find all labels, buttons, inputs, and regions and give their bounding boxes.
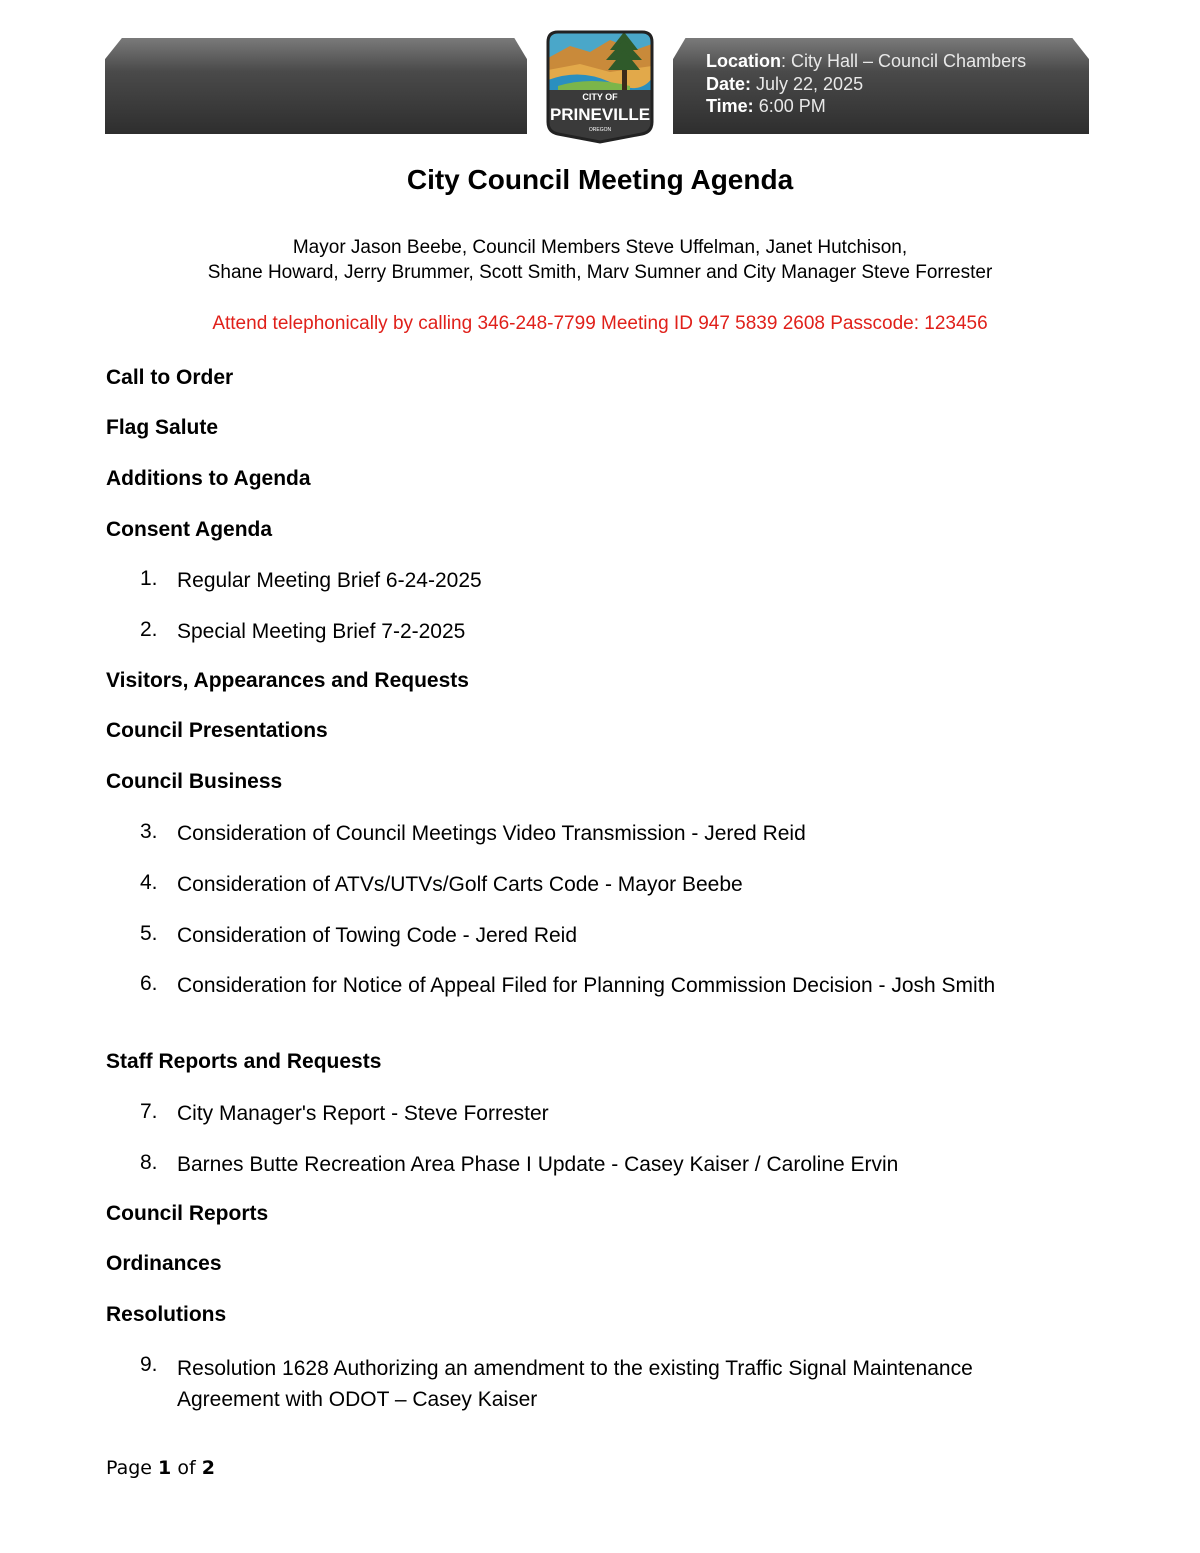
item-number: 9. [140, 1353, 158, 1376]
item-number: 3. [140, 820, 158, 843]
item-text: Consideration of ATVs/UTVs/Golf Carts Code - Mayor Beebe [177, 873, 743, 896]
item-number: 5. [140, 922, 158, 945]
date-label: Date: [706, 74, 752, 94]
item-text: Consideration of Council Meetings Video Transmission - Jered Reid [177, 822, 806, 845]
item-number: 2. [140, 618, 158, 641]
logo-line2: PRINEVILLE [549, 105, 651, 124]
item-text: Resolution 1628 Authorizing an amendment to the existing Traffic Signal Maintenance Agreement with ODOT – Casey Kaiser [177, 1357, 973, 1411]
attendees-line-2: Shane Howard, Jerry Brummer, Scott Smith, Marv Sumner and City Manager Steve Forrester [207, 262, 993, 283]
attendees-line-1: Mayor Jason Beebe, Council Members Steve Uffelman, Janet Hutchison, [292, 237, 908, 258]
item-text: City Manager's Report - Steve Forrester [177, 1102, 549, 1125]
time-value: 6:00 PM [753, 96, 826, 116]
page-current: 1 [158, 1457, 172, 1479]
heading-resolutions: Resolutions [106, 1303, 227, 1326]
header-banner-left [105, 38, 527, 134]
item-number: 7. [140, 1100, 158, 1123]
city-logo [540, 28, 660, 144]
heading-council-business: Council Business [106, 770, 283, 793]
item-text: Consideration of Towing Code - Jered Reid [177, 924, 578, 947]
heading-consent-agenda: Consent Agenda [106, 518, 273, 541]
page-title: City Council Meeting Agenda [406, 164, 794, 195]
heading-flag-salute: Flag Salute [106, 416, 219, 439]
item-number: 8. [140, 1151, 158, 1174]
date-value: July 22, 2025 [751, 74, 864, 94]
heading-ordinances: Ordinances [106, 1252, 222, 1275]
item-text: Special Meeting Brief 7-2-2025 [177, 620, 466, 643]
heading-additions: Additions to Agenda [106, 467, 311, 490]
item-text: Barnes Butte Recreation Area Phase I Update - Casey Kaiser / Caroline Ervin [177, 1153, 899, 1176]
page-total: 2 [201, 1457, 215, 1479]
location-label: Location [706, 51, 781, 71]
item-number: 4. [140, 871, 158, 894]
location-line [706, 51, 1026, 72]
location-value: : City Hall – Council Chambers [781, 51, 1027, 71]
logo-line1: CITY OF [582, 92, 618, 102]
date-line [706, 74, 863, 95]
time-line [706, 96, 826, 117]
item-text: Regular Meeting Brief 6-24-2025 [177, 569, 482, 592]
heading-call-to-order: Call to Order [106, 366, 234, 389]
heading-visitors: Visitors, Appearances and Requests [106, 669, 469, 692]
phone-notice: Attend telephonically by calling 346-248-7799 Meeting ID 947 5839 2608 Passcode: 123456 [212, 313, 988, 334]
page-word: Page [106, 1457, 152, 1479]
time-label: Time: [706, 96, 754, 116]
logo-line3: OREGON [588, 127, 612, 133]
item-number: 6. [140, 972, 158, 995]
heading-staff-reports: Staff Reports and Requests [106, 1050, 382, 1073]
of-word: of [177, 1457, 196, 1479]
item-number: 1. [140, 567, 158, 590]
heading-presentations: Council Presentations [106, 719, 328, 742]
item-text: Consideration for Notice of Appeal Filed for Planning Commission Decision - Josh Smith [177, 974, 996, 997]
heading-council-reports: Council Reports [106, 1202, 269, 1225]
page-number [106, 1457, 215, 1479]
